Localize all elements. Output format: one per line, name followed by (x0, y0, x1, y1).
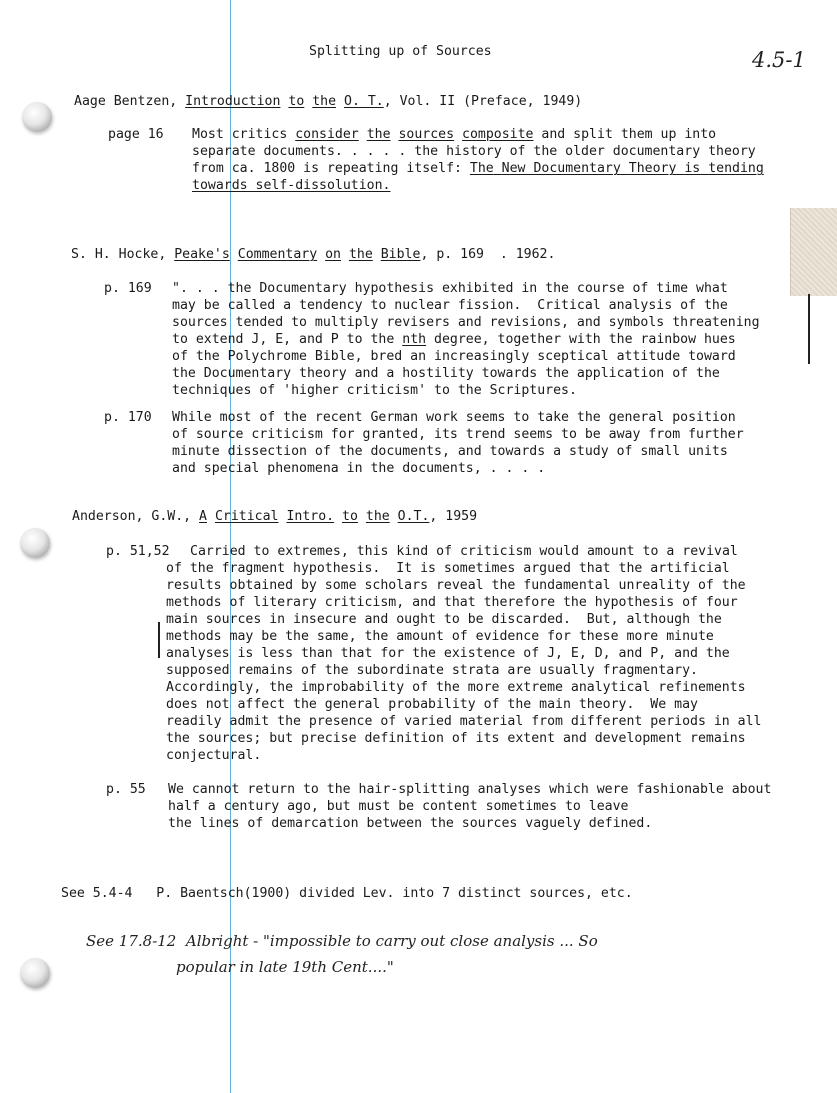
punch-hole (20, 528, 50, 558)
quote-line: Accordingly, the improbability of the more extreme analytical refinements (166, 680, 746, 695)
margin-mark (808, 294, 810, 364)
handwritten-note: See 17.8-12 Albright - "impossible to carry out close analysis ... So (86, 932, 598, 950)
quote-line: may be called a tendency to nuclear fission. Critical analysis of the (172, 298, 728, 313)
quote-line: While most of the recent German work seems to take the general position (172, 410, 736, 425)
quote-line: towards self-dissolution. (192, 178, 391, 193)
quote-line: of source criticism for granted, its trend seems to be away from further (172, 427, 744, 442)
quote-line: methods may be the same, the amount of evidence for these more minute (166, 629, 714, 644)
quote-line: separate documents. . . . . the history of the older documentary theory (192, 144, 756, 159)
quote-line: main sources in insecure and ought to be discarded. But, although the (166, 612, 722, 627)
page-ref: p. 170 (104, 410, 152, 425)
quote-line: the lines of demarcation between the sources vaguely defined. (168, 816, 653, 831)
quote-line: of the Polychrome Bible, bred an increasingly sceptical attitude toward (172, 349, 736, 364)
quote-line: analyses is less than that for the existence of J, E, D, and P, and the (166, 646, 730, 661)
quote-line: ". . . the Documentary hypothesis exhibited in the course of time what (172, 281, 728, 296)
quote-line: We cannot return to the hair-splitting analyses which were fashionable about (168, 782, 772, 797)
page-ref: p. 51,52 (106, 544, 170, 559)
quote-line: half a century ago, but must be content sometimes to leave (168, 799, 629, 814)
bentzen-citation: Aage Bentzen, Introduction to the O. T., Vol. II (Preface, 1949) (74, 94, 583, 109)
quote-line: to extend J, E, and P to the nth degree, together with the rainbow hues (172, 332, 736, 347)
quote-line: and special phenomena in the documents, . . . . (172, 461, 546, 476)
page-ref: page 16 (108, 127, 164, 142)
punch-hole (22, 102, 52, 132)
quote-line: the sources; but precise definition of its extent and development remains (166, 731, 746, 746)
quote-line: does not affect the general probability of the main theory. We may (166, 697, 698, 712)
quote-line: of the fragment hypothesis. It is sometimes argued that the artificial (166, 561, 730, 576)
quote-line: Most critics consider the sources composite and split them up into (192, 127, 717, 142)
quote-line: readily admit the presence of varied material from different periods in all (166, 714, 762, 729)
quote-line: results obtained by some scholars reveal the fundamental unreality of the (166, 578, 746, 593)
cross-reference: See 5.4-4 P. Baentsch(1900) divided Lev. into 7 distinct sources, etc. (61, 886, 633, 901)
page-number: 4.5-1 (752, 48, 806, 72)
quote-line: conjectural. (166, 748, 262, 763)
page-title: Splitting up of Sources (309, 44, 492, 59)
page-ref: p. 55 (106, 782, 146, 797)
quote-line: from ca. 1800 is repeating itself: The New Documentary Theory is tending (192, 161, 764, 176)
quote-line: methods of literary criticism, and that therefore the hypothesis of four (166, 595, 738, 610)
quote-line: sources tended to multiply revisers and revisions, and symbols threatening (172, 315, 760, 330)
quote-line: supposed remains of the subordinate strata are usually fragmentary. (166, 663, 698, 678)
quote-line: techniques of 'higher criticism' to the Scriptures. (172, 383, 577, 398)
hocke-citation: S. H. Hocke, Peake's Commentary on the Bible, p. 169 . 1962. (71, 247, 556, 262)
margin-mark (158, 622, 160, 658)
anderson-citation: Anderson, G.W., A Critical Intro. to the O.T., 1959 (72, 509, 478, 524)
tape-strip (790, 208, 837, 296)
quote-line: the Documentary theory and a hostility towards the application of the (172, 366, 720, 381)
punch-hole (20, 958, 50, 988)
quote-line: Carried to extremes, this kind of criticism would amount to a revival (190, 544, 738, 559)
page-ref: p. 169 (104, 281, 152, 296)
quote-line: minute dissection of the documents, and towards a study of small units (172, 444, 728, 459)
handwritten-note: popular in late 19th Cent...." (176, 958, 394, 976)
